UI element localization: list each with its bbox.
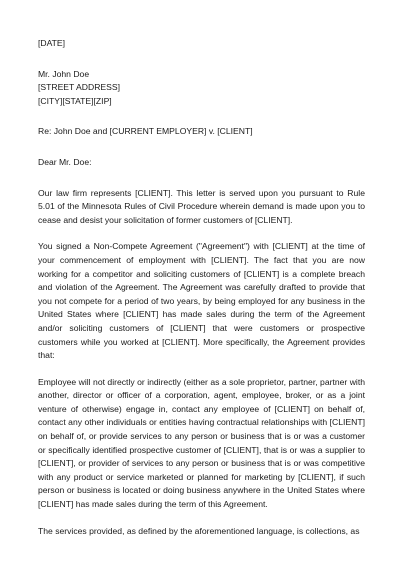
body-paragraph-agreement: You signed a Non-Compete Agreement ("Agreement") with [CLIENT] at the time of your commencement of employment with [CLIENT]. The fact that you are now working for a competitor and soliciting customers of [CLIENT] is a complete breach and violation of the Agreement. The Agreement was carefully drafted to provide that you not compete for a period of two years, by being employed for any business in the United States where [CLIENT] has made sales during the term of the Agreement and/or soliciting customers of [CLIENT] that were customers or prospective customers while you worked at [CLIENT]. More specifically, the Agreement provides that:	[38, 241, 365, 361]
recipient-name: Mr. John Doe	[38, 68, 90, 79]
salutation: Dear Mr. Doe:	[38, 156, 92, 167]
letter-page	[38, 37, 365, 538]
letter-date: [DATE]	[38, 38, 66, 48]
recipient-city-state-zip: [CITY][STATE][ZIP]	[38, 95, 112, 106]
body-paragraph-quoted-clause: Employee will not directly or indirectly (either as a sole proprietor, partner, partner with another, director or officer of a corporation, agent, employee, broker, or as a joint venture of otherwise) engage in, contact any employee of [CLIENT] on behalf of, contact any other individuals or entities having contractual relationships with [CLIENT] on behalf of, or provide services to any person or business that is or was a customer or specifically identified prospective customer of [CLIENT], that is or was a supplier to [CLIENT], or provider of services to any person or business that is or was competitive with any product or service marketed or planned for marketing by [CLIENT], if such person or business is located or doing business anywhere in the United States where [CLIENT] has made sales during the term of this Agreement.	[38, 376, 365, 510]
recipient-address-block	[38, 68, 365, 109]
recipient-street: [STREET ADDRESS]	[38, 82, 120, 93]
subject-line: Re: John Doe and [CURRENT EMPLOYER] v. [CLIENT]	[38, 126, 253, 137]
body-paragraph-services: The services provided, as defined by the aforementioned language, is collections, as	[38, 525, 360, 536]
body-paragraph-intro: Our law firm represents [CLIENT]. This letter is served upon you pursuant to Rule 5.01 of the Minnesota Rules of Civil Procedure wherein demand is made upon you to cease and desist your solicitation of former customers of [CLIENT].	[38, 187, 365, 225]
